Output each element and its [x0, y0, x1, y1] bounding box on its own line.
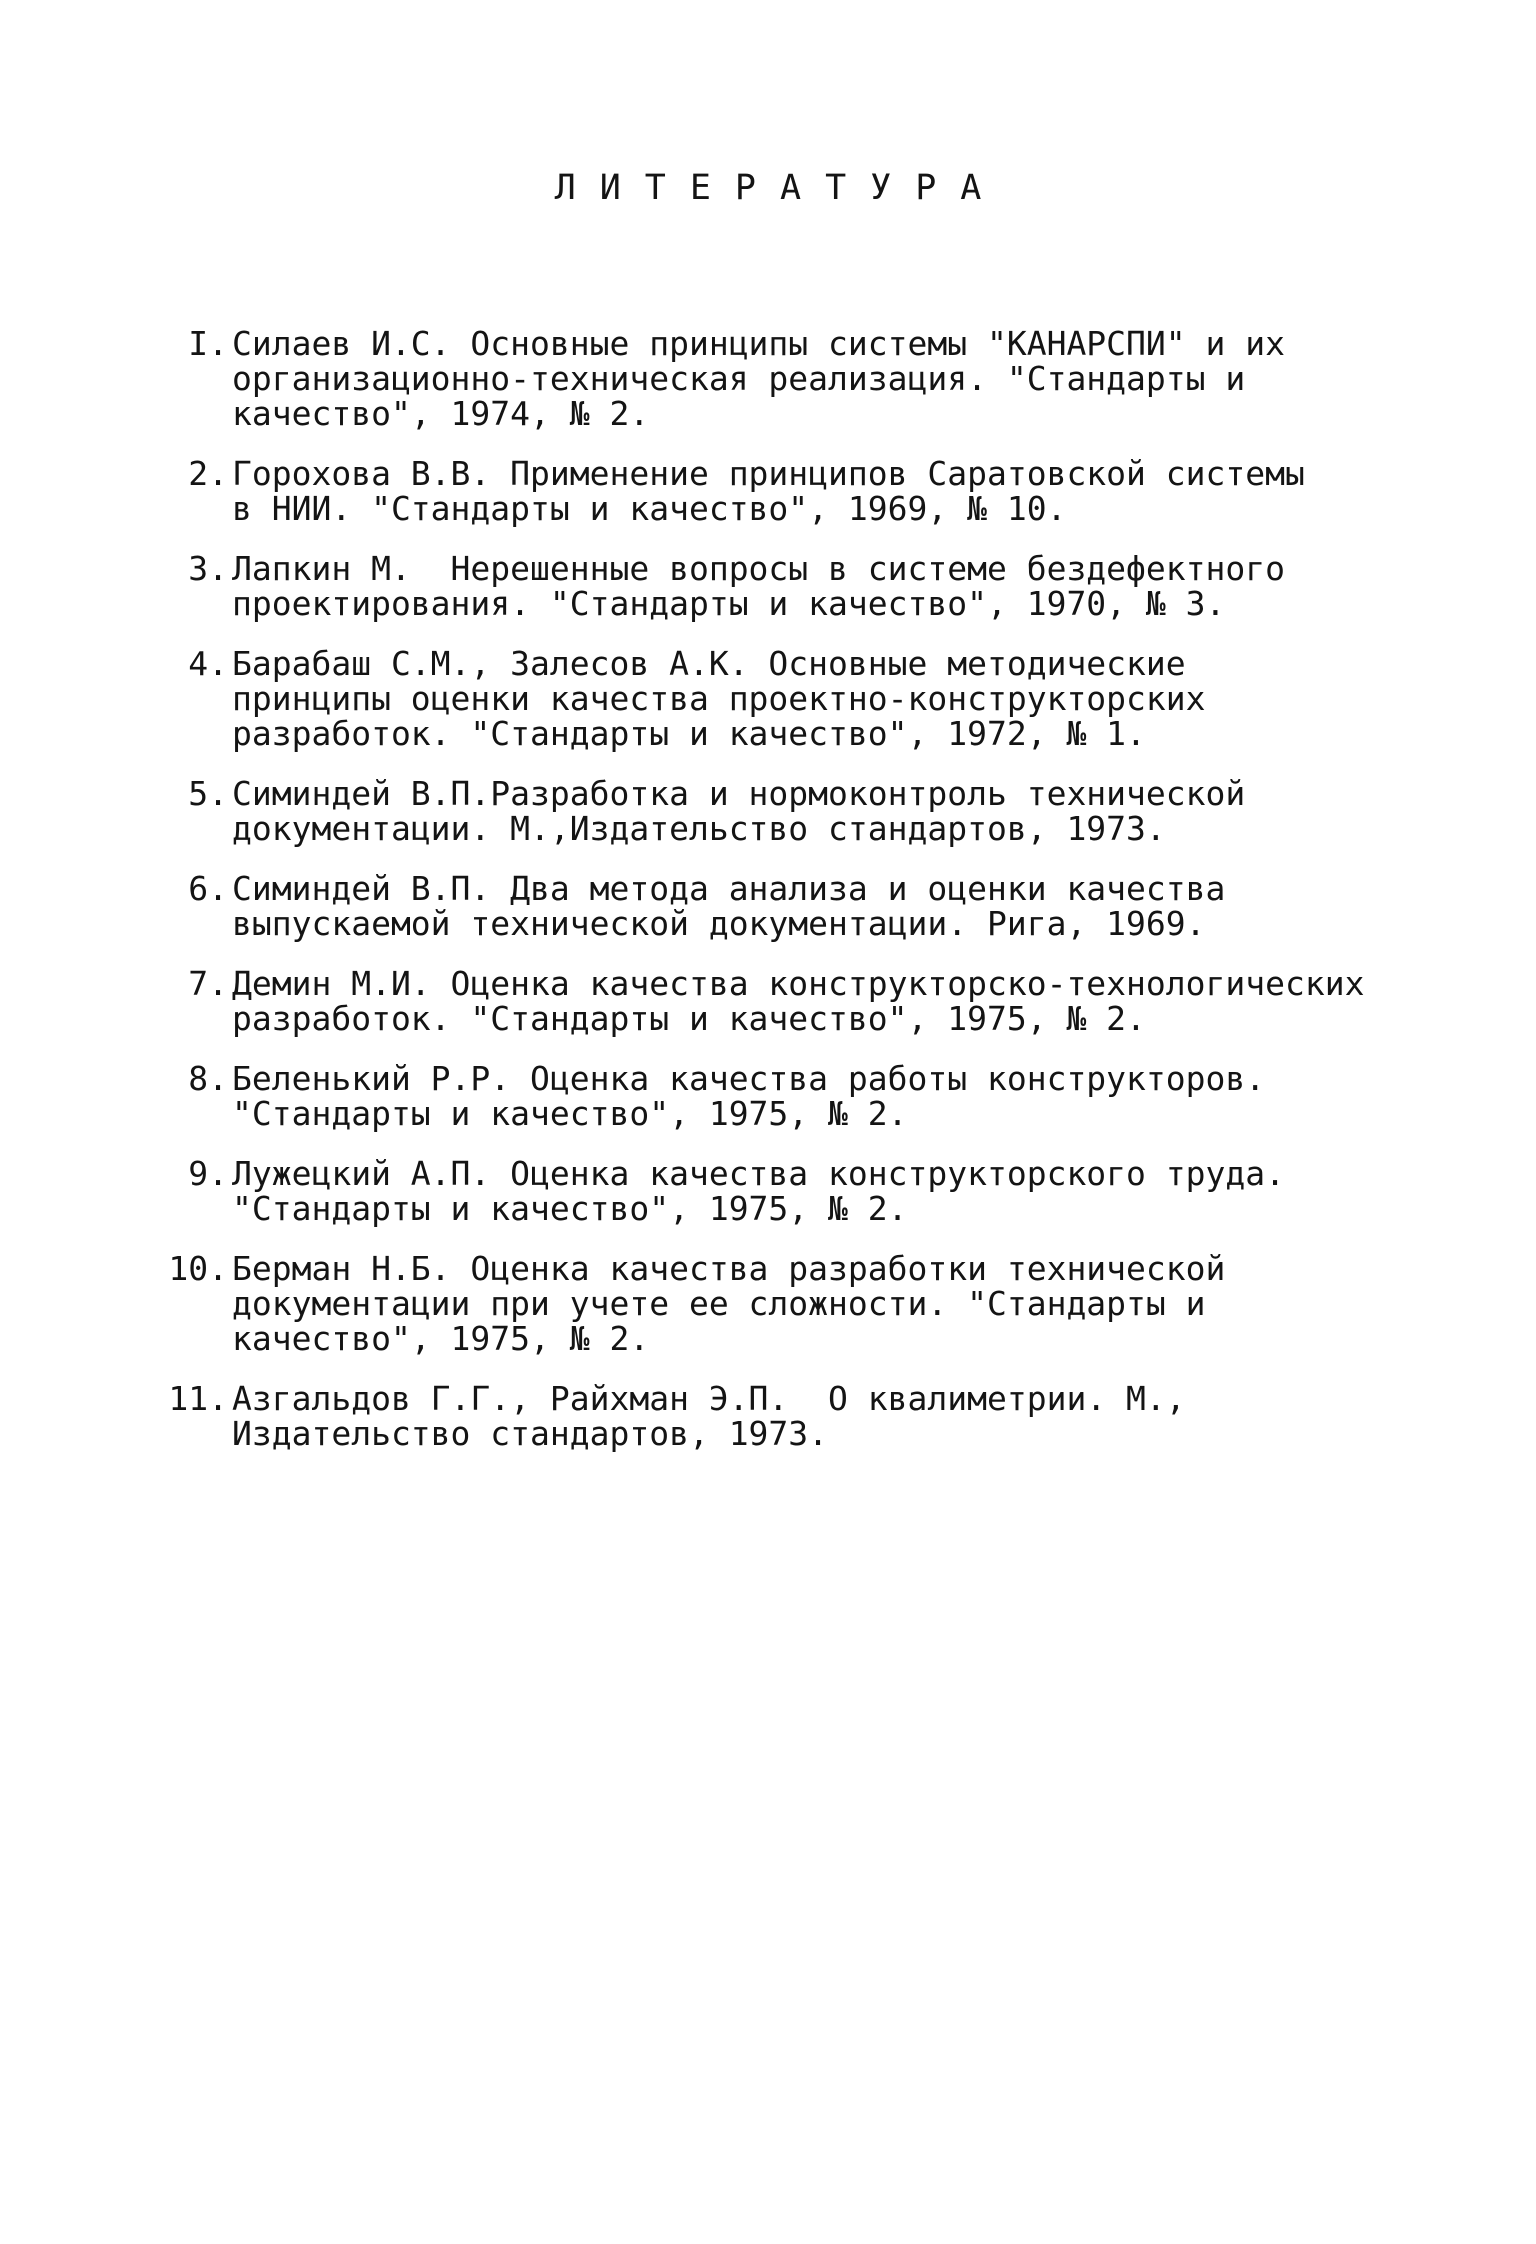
- reference-text: [232, 776, 1412, 846]
- reference-line: документации при учете ее сложности. "Стандарты и: [232, 1284, 1206, 1323]
- page-title: ЛИТЕРАТУРА: [554, 168, 1006, 208]
- reference-line: Беленький Р.Р. Оценка качества работы конструкторов.: [232, 1059, 1266, 1098]
- reference-item: [140, 776, 1440, 846]
- reference-line: "Стандарты и качество", 1975, № 2.: [232, 1094, 908, 1133]
- reference-line: Симиндей В.П.Разработка и нормоконтроль технической: [232, 774, 1246, 813]
- reference-text: [232, 1381, 1412, 1451]
- reference-line: Издательство стандартов, 1973.: [232, 1414, 829, 1453]
- reference-item: [140, 1381, 1440, 1451]
- reference-text: [232, 646, 1412, 751]
- reference-line: качество", 1974, № 2.: [232, 394, 650, 433]
- reference-item: [140, 1061, 1440, 1131]
- reference-line: Демин М.И. Оценка качества конструкторско-технологических: [232, 964, 1365, 1003]
- reference-item: [140, 966, 1440, 1036]
- reference-item: [140, 326, 1440, 431]
- reference-line: принципы оценки качества проектно-конструкторских: [232, 679, 1206, 718]
- reference-number: 5.: [188, 774, 228, 813]
- reference-line: организационно-техническая реализация. "Стандарты и: [232, 359, 1246, 398]
- reference-number: I.: [188, 324, 228, 363]
- reference-number: 10.: [168, 1249, 228, 1288]
- reference-line: "Стандарты и качество", 1975, № 2.: [232, 1189, 908, 1228]
- reference-number: 8.: [188, 1059, 228, 1098]
- reference-number: 11.: [168, 1379, 228, 1418]
- reference-item: [140, 646, 1440, 751]
- reference-number: 9.: [188, 1154, 228, 1193]
- reference-text: [232, 456, 1412, 526]
- reference-line: качество", 1975, № 2.: [232, 1319, 650, 1358]
- reference-item: [140, 456, 1440, 526]
- reference-line: Берман Н.Б. Оценка качества разработки технической: [232, 1249, 1226, 1288]
- reference-line: разработок. "Стандарты и качество", 1975, № 2.: [232, 999, 1146, 1038]
- reference-line: Барабаш С.М., Залесов А.К. Основные методические: [232, 644, 1186, 683]
- reference-number: 7.: [188, 964, 228, 1003]
- reference-line: Азгальдов Г.Г., Райхман Э.П. О квалиметрии. М.,: [232, 1379, 1186, 1418]
- reference-item: [140, 1251, 1440, 1356]
- reference-line: Лапкин М. Нерешенные вопросы в системе бездефектного: [232, 549, 1285, 588]
- reference-number: 3.: [188, 549, 228, 588]
- reference-number: 6.: [188, 869, 228, 908]
- reference-number: 2.: [188, 454, 228, 493]
- reference-line: проектирования. "Стандарты и качество", 1970, № 3.: [232, 584, 1226, 623]
- reference-list: [140, 326, 1440, 1476]
- reference-line: разработок. "Стандарты и качество", 1972, № 1.: [232, 714, 1146, 753]
- reference-text: [232, 1156, 1412, 1226]
- reference-line: Силаев И.С. Основные принципы системы "КАНАРСПИ" и их: [232, 324, 1285, 363]
- reference-text: [232, 871, 1412, 941]
- reference-text: [232, 1061, 1412, 1131]
- reference-line: в НИИ. "Стандарты и качество", 1969, № 10.: [232, 489, 1067, 528]
- reference-line: Горохова В.В. Применение принципов Саратовской системы: [232, 454, 1305, 493]
- reference-line: выпускаемой технической документации. Рига, 1969.: [232, 904, 1206, 943]
- reference-item: [140, 871, 1440, 941]
- reference-text: [232, 966, 1412, 1036]
- reference-line: Симиндей В.П. Два метода анализа и оценки качества: [232, 869, 1226, 908]
- reference-number: 4.: [188, 644, 228, 683]
- reference-item: [140, 1156, 1440, 1226]
- reference-text: [232, 326, 1412, 431]
- reference-text: [232, 551, 1412, 621]
- reference-line: документации. М.,Издательство стандартов, 1973.: [232, 809, 1166, 848]
- reference-text: [232, 1251, 1412, 1356]
- reference-line: Лужецкий А.П. Оценка качества конструкторского труда.: [232, 1154, 1285, 1193]
- reference-item: [140, 551, 1440, 621]
